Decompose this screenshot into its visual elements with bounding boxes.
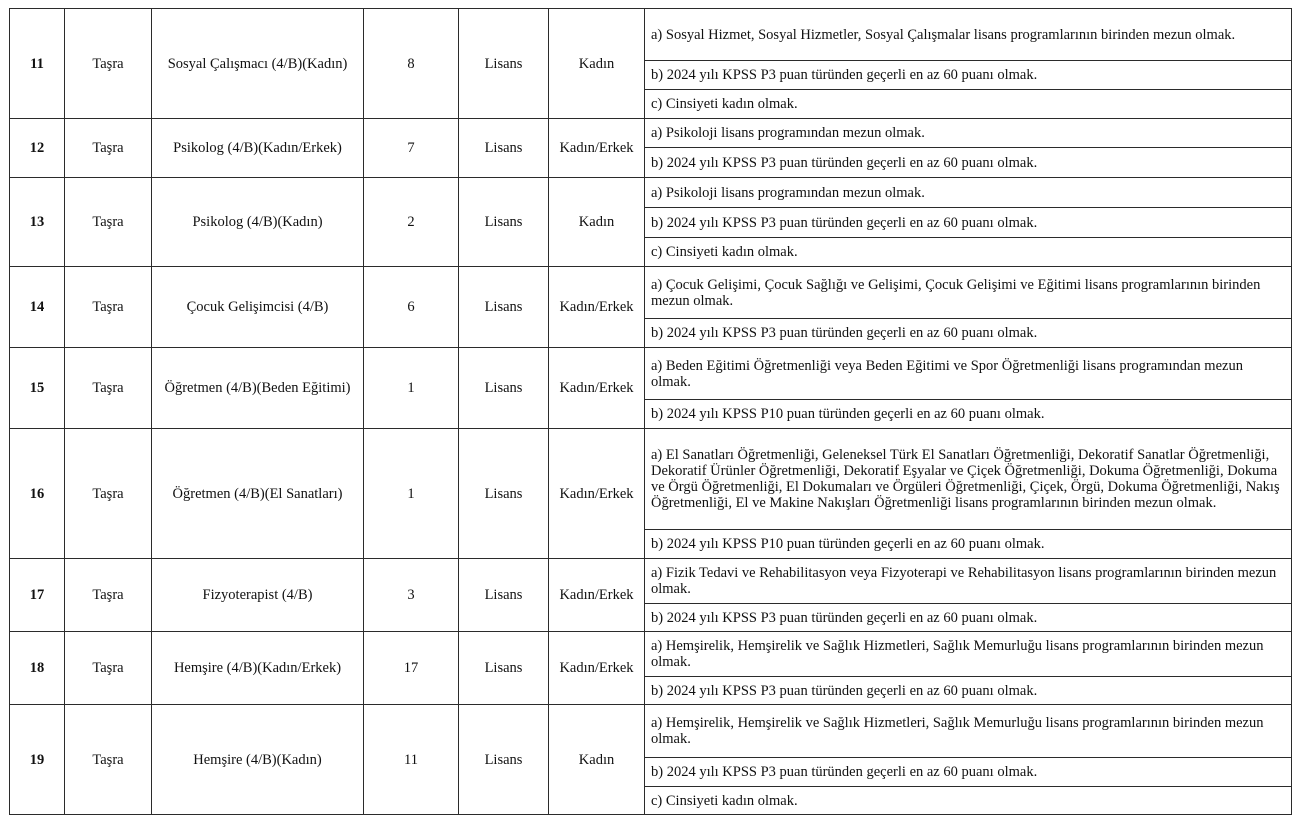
position-count: 17 [364,632,459,705]
position-education: Lisans [459,178,549,267]
position-requirement: c) Cinsiyeti kadın olmak. [645,238,1292,267]
position-requirement: b) 2024 yılı KPSS P3 puan türünden geçerli en az 60 puanı olmak. [645,677,1292,705]
position-requirement: b) 2024 yılı KPSS P10 puan türünden geçerli en az 60 puanı olmak. [645,530,1292,559]
position-count: 7 [364,119,459,178]
position-gender: Kadın/Erkek [549,429,645,559]
table-row [10,119,1292,148]
position-title: Sosyal Çalışmacı (4/B)(Kadın) [152,9,364,119]
position-number: 15 [10,348,65,429]
position-location: Taşra [65,559,152,632]
position-title: Öğretmen (4/B)(El Sanatları) [152,429,364,559]
position-number: 13 [10,178,65,267]
table-row [10,705,1292,758]
position-education: Lisans [459,705,549,815]
position-education: Lisans [459,632,549,705]
position-count: 2 [364,178,459,267]
position-requirement: a) Hemşirelik, Hemşirelik ve Sağlık Hizmetleri, Sağlık Memurluğu lisans programlarının birinden mezun olmak. [645,632,1292,677]
position-title: Hemşire (4/B)(Kadın) [152,705,364,815]
position-location: Taşra [65,705,152,815]
position-requirement: b) 2024 yılı KPSS P3 puan türünden geçerli en az 60 puanı olmak. [645,319,1292,348]
positions-table-body [10,9,1292,815]
position-education: Lisans [459,9,549,119]
position-number: 12 [10,119,65,178]
position-gender: Kadın/Erkek [549,267,645,348]
position-gender: Kadın/Erkek [549,559,645,632]
position-requirement: c) Cinsiyeti kadın olmak. [645,90,1292,119]
position-title: Öğretmen (4/B)(Beden Eğitimi) [152,348,364,429]
position-number: 11 [10,9,65,119]
position-requirement: b) 2024 yılı KPSS P10 puan türünden geçerli en az 60 puanı olmak. [645,400,1292,429]
position-location: Taşra [65,9,152,119]
table-row [10,632,1292,677]
position-count: 11 [364,705,459,815]
position-number: 17 [10,559,65,632]
position-requirement: b) 2024 yılı KPSS P3 puan türünden geçerli en az 60 puanı olmak. [645,61,1292,90]
position-requirement: c) Cinsiyeti kadın olmak. [645,787,1292,815]
position-gender: Kadın [549,705,645,815]
position-education: Lisans [459,348,549,429]
position-count: 1 [364,348,459,429]
position-gender: Kadın/Erkek [549,348,645,429]
position-count: 8 [364,9,459,119]
position-education: Lisans [459,119,549,178]
position-gender: Kadın [549,178,645,267]
table-row [10,559,1292,604]
position-count: 6 [364,267,459,348]
table-row [10,178,1292,208]
position-requirement: a) Psikoloji lisans programından mezun olmak. [645,119,1292,148]
positions-table [9,8,1292,815]
position-location: Taşra [65,119,152,178]
table-row [10,348,1292,400]
position-title: Hemşire (4/B)(Kadın/Erkek) [152,632,364,705]
position-title: Fizyoterapist (4/B) [152,559,364,632]
position-education: Lisans [459,429,549,559]
position-requirement: a) Sosyal Hizmet, Sosyal Hizmetler, Sosyal Çalışmalar lisans programlarının birinden mezun olmak. [645,9,1292,61]
position-requirement: a) Psikoloji lisans programından mezun olmak. [645,178,1292,208]
position-requirement: b) 2024 yılı KPSS P3 puan türünden geçerli en az 60 puanı olmak. [645,604,1292,632]
position-requirement: a) Çocuk Gelişimi, Çocuk Sağlığı ve Gelişimi, Çocuk Gelişimi ve Eğitimi lisans programlarının birinden mezun olmak. [645,267,1292,319]
position-requirement: b) 2024 yılı KPSS P3 puan türünden geçerli en az 60 puanı olmak. [645,758,1292,787]
position-gender: Kadın/Erkek [549,119,645,178]
position-title: Psikolog (4/B)(Kadın) [152,178,364,267]
position-requirement: b) 2024 yılı KPSS P3 puan türünden geçerli en az 60 puanı olmak. [645,148,1292,178]
position-location: Taşra [65,178,152,267]
position-location: Taşra [65,348,152,429]
position-location: Taşra [65,429,152,559]
position-number: 18 [10,632,65,705]
position-gender: Kadın/Erkek [549,632,645,705]
position-requirement: a) Beden Eğitimi Öğretmenliği veya Beden Eğitimi ve Spor Öğretmenliği lisans programından mezun olmak. [645,348,1292,400]
position-requirement: a) Fizik Tedavi ve Rehabilitasyon veya Fizyoterapi ve Rehabilitasyon lisans programlarının birinden mezun olmak. [645,559,1292,604]
position-requirement: b) 2024 yılı KPSS P3 puan türünden geçerli en az 60 puanı olmak. [645,208,1292,238]
table-row [10,429,1292,530]
position-location: Taşra [65,267,152,348]
position-number: 14 [10,267,65,348]
position-requirement: a) El Sanatları Öğretmenliği, Geleneksel Türk El Sanatları Öğretmenliği, Dekoratif Sanatlar Öğretmenliği, Dekoratif Ürünler Öğretmenliği, Dekoratif Eşyalar ve Çiçek Öğretmenliği, Dokuma Öğretmenliği, Dokuma ve Örgü Öğretmenliği, El Dokumaları ve Örgüleri Öğretmenliği, Çiçek, Örgü, Dokuma Öğretmenliği, Nakış Öğretmenliği, El ve Makine Nakışları Öğretmenliği lisans programlarının birinden mezun olmak. [645,429,1292,530]
position-count: 1 [364,429,459,559]
position-title: Çocuk Gelişimcisi (4/B) [152,267,364,348]
position-education: Lisans [459,559,549,632]
position-number: 16 [10,429,65,559]
position-number: 19 [10,705,65,815]
table-row [10,9,1292,61]
position-count: 3 [364,559,459,632]
position-gender: Kadın [549,9,645,119]
position-education: Lisans [459,267,549,348]
position-title: Psikolog (4/B)(Kadın/Erkek) [152,119,364,178]
table-row [10,267,1292,319]
position-requirement: a) Hemşirelik, Hemşirelik ve Sağlık Hizmetleri, Sağlık Memurluğu lisans programlarının birinden mezun olmak. [645,705,1292,758]
position-location: Taşra [65,632,152,705]
